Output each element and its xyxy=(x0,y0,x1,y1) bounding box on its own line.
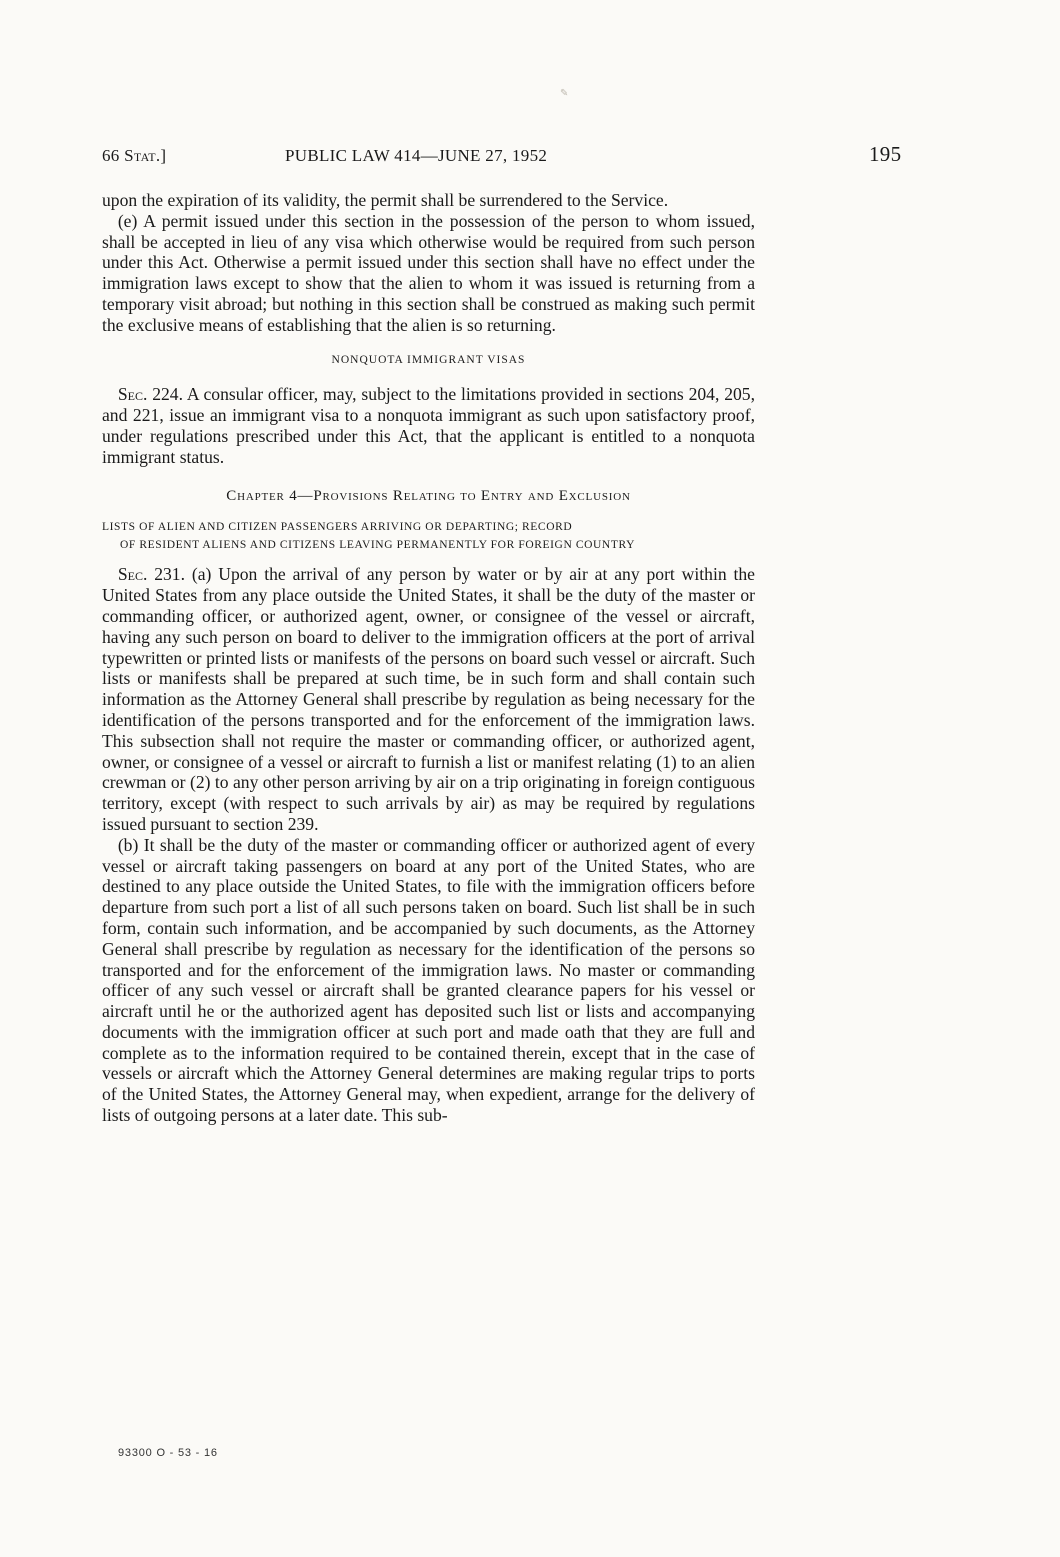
sec-231-label: Sec. 231. xyxy=(117,564,185,585)
sec-231-a-text: (a) Upon the arrival of any person by water or by air at any port within the United States from any place outside the United States, it shall be the duty of the master or commanding officer, or authorized agent, owner, or consignee of the vessel or aircraft, having any such person on board to deliver to the immigration officers at the port of arrival typewritten or printed lists or manifests of the persons on board such vessel or aircraft. Such lists or manifests shall be prepared at such time, be in such form and shall contain such information as the Attorney General shall prescribe by regulation as being necessary for the identification of the persons transported and for the enforcement of the immigration laws. This subsection shall not require the master or commanding officer, or authorized agent, owner, or consignee of a vessel or aircraft to furnish a list or manifest relating (1) to an alien crewman or (2) to any other person arriving by air on a trip originating in foreign contiguous territory, except (with respect to such arrivals by air) as may be required by regulations issued pursuant to section 239. xyxy=(102,564,755,834)
chapter-heading: Chapter 4—Provisions Relating to Entry and Exclusion xyxy=(226,487,631,504)
sec-224-label: Sec. 224. xyxy=(117,384,183,405)
subheading-continuation: OF RESIDENT ALIENS AND CITIZENS LEAVING PERMANENTLY FOR FOREIGN COUNTRY xyxy=(120,539,635,552)
section-heading-lists xyxy=(102,518,755,554)
print-code-footer: 93300 O - 53 - 16 xyxy=(118,1447,218,1459)
header-title: PUBLIC LAW 414—JUNE 27, 1952 xyxy=(285,146,548,165)
sec-224-text: A consular officer, may, subject to the limitations provided in sections 204, 205, and 221, issue an immigrant visa to a nonquota immigrant as such upon satisfactory proof, under regulations prescribed under this Act, that the applicant is entitled to a nonquota immigrant status. xyxy=(102,384,755,467)
paragraph-continuation: upon the expiration of its validity, the permit shall be surrendered to the Service. xyxy=(102,190,669,210)
running-header xyxy=(102,142,902,172)
header-stat: 66 Stat.] xyxy=(102,146,167,165)
scan-smudge: ✎ xyxy=(560,88,569,99)
document-body xyxy=(102,190,755,1126)
page-content xyxy=(102,142,902,1126)
paragraph-sec-231-a xyxy=(102,564,755,834)
section-heading-nonquota: NONQUOTA IMMIGRANT VISAS xyxy=(331,353,526,366)
paragraph-e: (e) A permit issued under this section in the possession of the person to whom issued, shall be accepted in lieu of any visa which otherwise would be required from such person under this Act. Otherwise a permit issued under this section shall have no effect under the immigration laws except to show that the alien to whom it was issued is returning from a temporary visit abroad; but nothing in this section shall be construed as making such permit the exclusive means of establishing that the alien is so returning. xyxy=(102,210,755,335)
paragraph-sec-231-b: (b) It shall be the duty of the master or commanding officer or authorized agent of every vessel or aircraft taking passengers on board at any port of the United States, who are destined to any place outside the United States, to file with the immigration officers before departure from such port a list of all such persons taken on board. Such list shall be in such form, contain such information, and be accompanied by such documents, as the Attorney General shall prescribe by regulation as necessary for the identification of the persons so transported and for the enforcement of the immigration laws. No master or commanding officer of any such vessel or aircraft shall be granted clearance papers for his vessel or aircraft until he or the authorized agent has deposited such list or lists and accompanying documents with the immigration officer at such port and made oath that they are full and complete as to the information required to be contained therein, except that in the case of vessels or aircraft which the Attorney General determines are making regular trips to ports of the United States, the Attorney General may, when expedient, arrange for the delivery of lists of outgoing persons at a later date. This sub- xyxy=(102,834,755,1126)
page-number: 195 xyxy=(869,142,902,166)
paragraph-sec-224 xyxy=(102,384,755,467)
subheading-line-1: LISTS OF ALIEN AND CITIZEN PASSENGERS ARRIVING OR DEPARTING; RECORD xyxy=(102,521,573,534)
